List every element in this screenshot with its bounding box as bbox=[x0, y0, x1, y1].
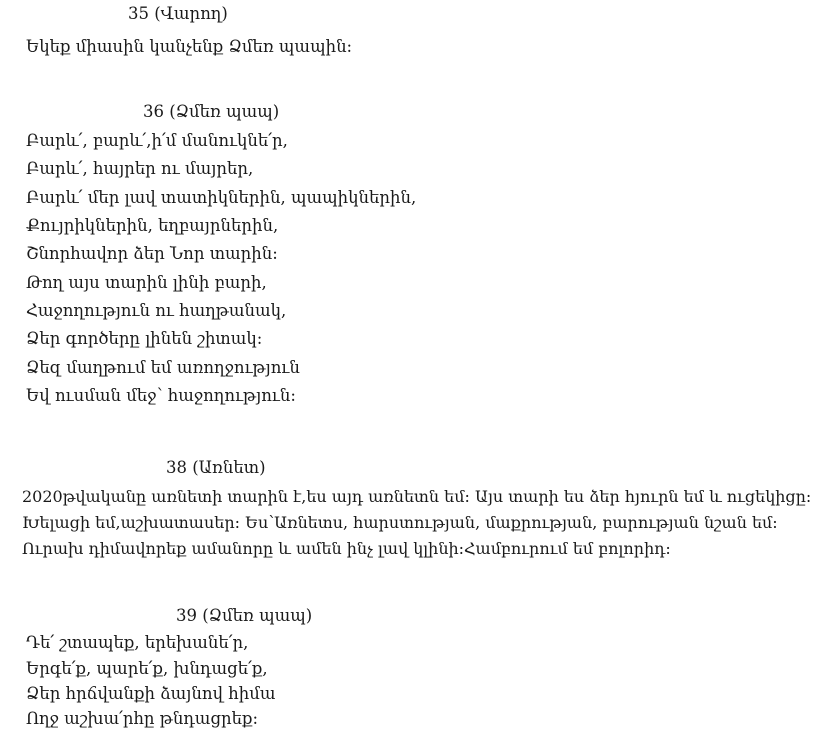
section-36-line: Ձեզ մաղթում եմ առողջություն bbox=[26, 358, 300, 377]
section-36-line: Քույրիկներին, եղբայրներին, bbox=[26, 216, 279, 235]
section-36-line: Շնորհավոր ձեր Նոր տարին: bbox=[26, 244, 278, 263]
section-36-line: Բարև՛ մեր լավ տատիկներին, պապիկներին, bbox=[26, 188, 417, 207]
section-36-line: Բարև՛, բարև՛,ի՛մ մանուկնե՛ր, bbox=[26, 131, 288, 150]
section-38-heading: 38 (Առնետ) bbox=[166, 458, 266, 477]
section-36-line: Հաջողություն ու հաղթանակ, bbox=[26, 301, 287, 320]
section-35-heading: 35 (Վարող) bbox=[128, 4, 228, 23]
section-36-line: Թող այս տարին լինի բարի, bbox=[26, 273, 267, 292]
section-39-line: Երգե՛ք, պարե՛ք, խնդացե՛ք, bbox=[26, 659, 268, 678]
section-39-line: Ձեր հրճվանքի ձայնով հիմա bbox=[26, 684, 276, 703]
section-36-line: Բարև՛, հայրեր ու մայրեր, bbox=[26, 159, 254, 178]
section-39-line: Ողջ աշխա՛րհը թնդացրեք: bbox=[26, 709, 259, 728]
section-36-heading: 36 (Ձմեռ պապ) bbox=[143, 102, 280, 121]
section-39-heading: 39 (Ձմեռ պապ) bbox=[176, 606, 313, 625]
section-39-line: Դե՛ շտապեք, երեխանե՛ր, bbox=[26, 633, 249, 652]
section-36-line: Ձեր գործերը լինեն շիտակ: bbox=[26, 329, 263, 348]
section-35-line: Եկեք միասին կանչենք Ձմեռ պապին: bbox=[26, 37, 353, 56]
section-38-paragraph: 2020թվականը առնետի տարին է,ես այդ առնետն եմ: Այս տարի ես ձեր հյուրն եմ և ուցեկիցը: Խելացի եմ,աշխատասեր: Ես՝Առնետս, հարստության, մաքրության, բարության նշան եմ: Ուրախ դիմավորեք ամանորը և ամեն ինչ լավ կլինի:Համբուրում եմ բոլորիդ: bbox=[22, 487, 812, 558]
section-36-line: Եվ ուսման մեջ՝ հաջողություն: bbox=[26, 386, 296, 405]
